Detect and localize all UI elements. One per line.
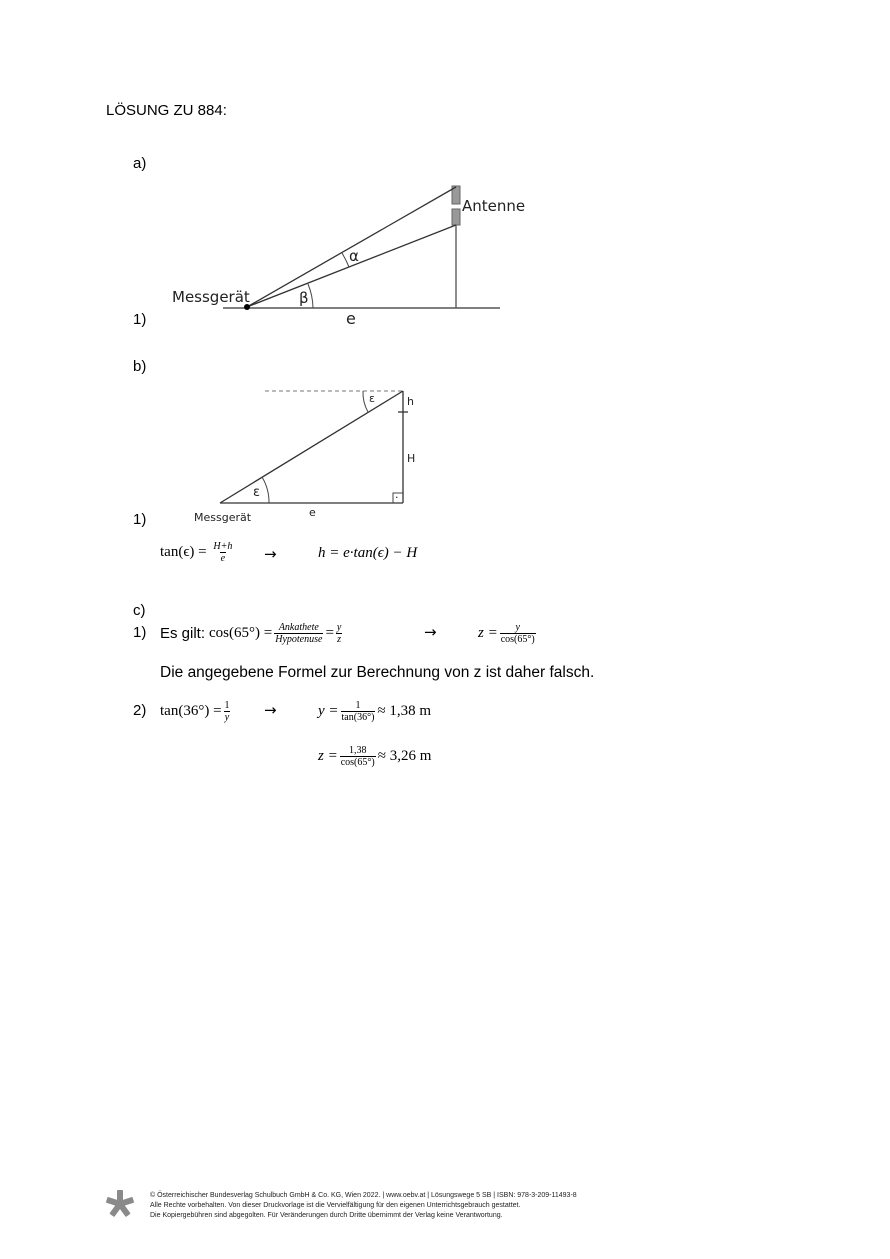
fraction-1-over-y (224, 700, 231, 723)
fraction-denominator: cos(65°) (500, 633, 535, 645)
z-result-formula (318, 740, 431, 772)
footer-line-3: Die Kopiergebühren sind abgegolten. Für Veränderungen durch Dritte übernimmt der Verlag keine Verantwortung. (150, 1212, 503, 1219)
h-result-formula: h = e·tan(ϵ) − H (318, 545, 418, 561)
antenna-diagram (165, 180, 545, 330)
fraction-denominator: Hypotenuse (275, 633, 323, 645)
e-label-b: e (309, 506, 316, 519)
fraction-numerator: y (515, 621, 520, 633)
footer-text (150, 1191, 577, 1221)
epsilon-top-label: ε (369, 392, 375, 405)
epsilon-arc-bottom (262, 477, 269, 503)
part-a-label: a) (133, 155, 147, 172)
beta-arc (308, 284, 313, 308)
page-title: LÖSUNG ZU 884: (106, 102, 227, 119)
beta-label: β (299, 289, 309, 307)
fraction-numerator: 1 (224, 699, 230, 711)
triangle-hypotenuse (220, 391, 403, 503)
h-label: h (407, 395, 414, 408)
fraction-denominator: z (337, 633, 342, 645)
messgeraet-label-b: Messgerät (194, 511, 252, 524)
y-value: ≈ 1,38 m (377, 702, 432, 719)
arrow-right-icon: → (264, 701, 277, 719)
y-result-formula (318, 695, 431, 727)
fraction-denominator: e (220, 553, 226, 564)
part-c-item1-formula (160, 616, 344, 650)
fraction-ankathete-hypotenuse (274, 622, 323, 645)
epsilon-bottom-label: ε (253, 485, 261, 500)
conclusion-text: Die angegebene Formel zur Berechnung von z ist daher falsch. (160, 664, 595, 681)
z-value: ≈ 3,26 m (377, 747, 432, 764)
y-equals: y = (318, 702, 339, 719)
tan36-expr: tan(36°) = (160, 702, 222, 719)
z-formula-item1 (478, 616, 538, 650)
fraction-138-over-cos65 (340, 745, 376, 768)
es-gilt-text: Es gilt: (160, 624, 206, 642)
fraction-h-plus-h-over-e (212, 541, 233, 564)
part-b-formula (160, 541, 235, 564)
antenne-label: Antenne (462, 197, 526, 215)
messgeraet-label: Messgerät (172, 288, 250, 306)
fraction-y-over-z (336, 622, 342, 645)
fraction-numerator: 1 (355, 699, 361, 711)
oebv-asterisk-logo-icon (104, 1188, 136, 1220)
part-c-item2-number: 2) (133, 702, 147, 719)
equals-sign: = (325, 624, 334, 641)
right-angle-dot: · (395, 491, 399, 504)
fraction-y-over-cos65 (500, 622, 536, 645)
sight-line-antenna-base (247, 225, 456, 307)
H-label: H (407, 452, 416, 465)
alpha-arc (342, 253, 349, 267)
fraction-denominator: cos(65°) (340, 756, 375, 768)
footer-line-1: © Österreichischer Bundesverlag Schulbuch GmbH & Co. KG, Wien 2022. | www.oebv.at | Lösungswege 5 SB | ISBN: 978-3-209-11493-8 (150, 1192, 577, 1199)
part-c-label: c) (133, 602, 146, 619)
fraction-denominator: tan(36°) (341, 711, 375, 723)
fraction-numerator: y (336, 621, 342, 633)
e-label: e (346, 309, 356, 328)
fraction-numerator: Ankathete (278, 621, 319, 633)
fraction-denominator: y (224, 711, 230, 723)
triangle-diagram (185, 380, 435, 525)
tan-epsilon-lhs: tan(ϵ) = (160, 543, 207, 560)
tan36-formula (160, 695, 233, 727)
part-b-item-number: 1) (133, 511, 147, 528)
epsilon-arc-top (363, 391, 368, 412)
part-b-label: b) (133, 358, 147, 375)
arrow-right-icon: → (424, 623, 437, 641)
antenna-lower-segment (452, 209, 460, 225)
z-equals: z = (318, 747, 338, 764)
part-a-item-number: 1) (133, 311, 147, 328)
part-c-item1-number: 1) (133, 624, 147, 641)
fraction-numerator: 1,38 (348, 744, 367, 756)
alpha-label: α (349, 247, 359, 265)
cos65-expr: cos(65°) = (209, 624, 273, 641)
fraction-1-over-tan36 (341, 700, 376, 723)
z-equals: z = (478, 624, 498, 641)
fraction-numerator: H+h (213, 541, 233, 552)
footer-line-2: Alle Rechte vorbehalten. Von dieser Druckvorlage ist die Vervielfältigung für den eigenen Unterrichtsgebrauch gestattet. (150, 1202, 521, 1209)
arrow-right-icon: → (264, 545, 277, 563)
